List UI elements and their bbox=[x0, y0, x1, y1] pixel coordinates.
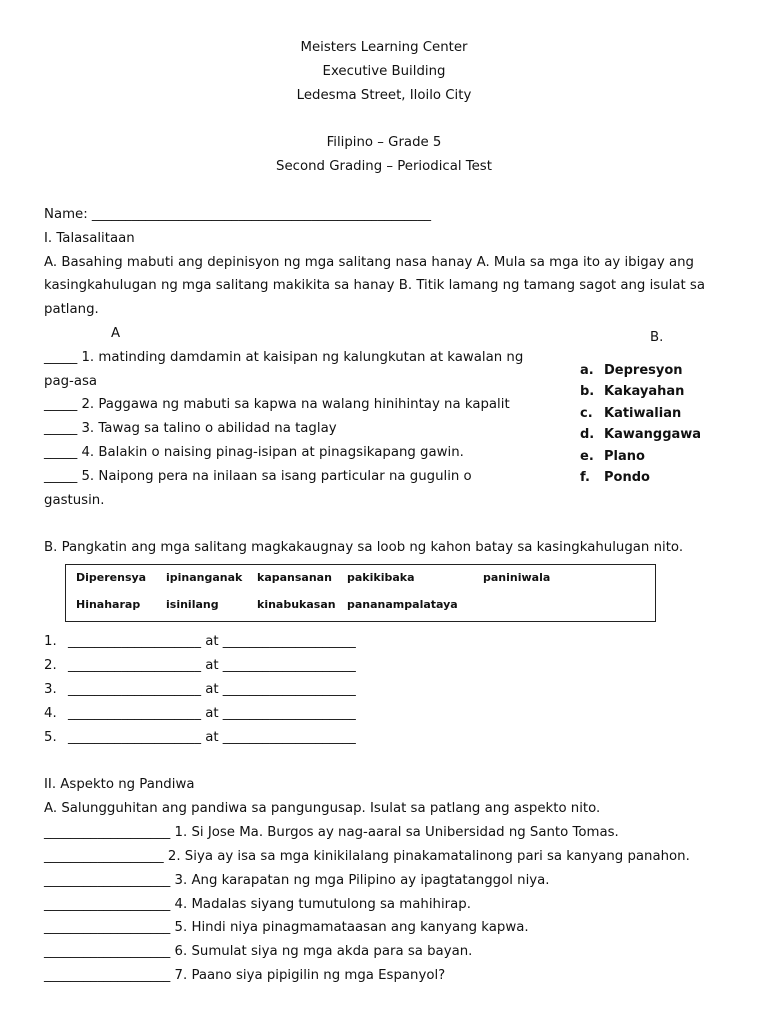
box-word: Hinaharap bbox=[76, 598, 141, 611]
pair-row-1[interactable] bbox=[44, 634, 356, 649]
section-1b-instructions: B. Pangkatin ang mga salitang magkakaugnay sa loob ng kahon batay sa kasingkahulugan nito. bbox=[44, 540, 684, 555]
box-word: kinabukasan bbox=[257, 598, 336, 611]
choice-word: Katiwalian bbox=[604, 405, 682, 421]
choice-word: Plano bbox=[604, 448, 645, 464]
item-5: _____ 5. Naipong pera na inilaan sa isang particular na gugulin o bbox=[44, 469, 472, 484]
section-1a-instructions-line3: patlang. bbox=[44, 302, 99, 317]
building-name: Executive Building bbox=[322, 64, 446, 79]
item-1-cont: pag-asa bbox=[44, 374, 98, 389]
choice-word: Kawanggawa bbox=[604, 427, 702, 443]
section-1a-instructions-line1: A. Basahing mabuti ang depinisyon ng mga salitang nasa hanay A. Mula sa mga ito ay ibigay ang bbox=[44, 255, 694, 270]
box-word: isinilang bbox=[166, 598, 219, 611]
pair-number: 2. bbox=[44, 658, 57, 673]
pair-row-5[interactable] bbox=[44, 730, 356, 745]
pair-number: 3. bbox=[44, 682, 57, 697]
choice-word: Kakayahan bbox=[604, 384, 685, 400]
box-word: paniniwala bbox=[483, 571, 551, 584]
box-word: pakikibaka bbox=[347, 571, 415, 584]
choice-word: Depresyon bbox=[604, 363, 683, 378]
pair-blanks[interactable]: ____________________ at ____________________ bbox=[68, 634, 356, 649]
choices-list bbox=[580, 360, 740, 488]
section-1-title: I. Talasalitaan bbox=[44, 231, 135, 246]
pair-row-3[interactable] bbox=[44, 682, 356, 697]
choice-letter: d. bbox=[580, 427, 595, 443]
column-a-header: A bbox=[111, 326, 121, 341]
box-word: kapansanan bbox=[257, 571, 332, 584]
pair-blanks[interactable]: ____________________ at ____________________ bbox=[68, 682, 356, 697]
choice-b bbox=[580, 381, 740, 402]
school-name: Meisters Learning Center bbox=[300, 40, 468, 55]
pair-blanks[interactable]: ____________________ at ____________________ bbox=[68, 706, 356, 721]
choice-word: Pondo bbox=[604, 469, 650, 485]
choice-a bbox=[580, 360, 740, 381]
pair-blanks[interactable]: ____________________ at ____________________ bbox=[68, 658, 356, 673]
choice-letter: c. bbox=[580, 405, 593, 421]
word-box bbox=[65, 564, 656, 622]
item-1: _____ 1. matinding damdamin at kaisipan ng kalungkutan at kawalan ng bbox=[44, 350, 524, 365]
choice-letter: a. bbox=[580, 363, 594, 378]
item-2: _____ 2. Paggawa ng mabuti sa kapwa na walang hinihintay na kapalit bbox=[44, 397, 510, 412]
pair-row-4[interactable] bbox=[44, 706, 356, 721]
item-5-cont: gastusin. bbox=[44, 493, 105, 508]
verb-item-7[interactable]: ___________________ 7. Paano siya pipigilin ng mga Espanyol? bbox=[44, 968, 446, 983]
choice-letter: b. bbox=[580, 384, 595, 400]
subject-title: Filipino – Grade 5 bbox=[326, 135, 442, 150]
section-2a-instructions: A. Salungguhitan ang pandiwa sa pangungusap. Isulat sa patlang ang aspekto nito. bbox=[44, 801, 601, 816]
box-word: Diperensya bbox=[76, 571, 147, 584]
section-1a-instructions-line2: kasingkahulugan ng mga salitang makikita sa hanay B. Titik lamang ng tamang sagot ang isulat sa bbox=[44, 278, 706, 293]
verb-item-3[interactable]: ___________________ 3. Ang karapatan ng mga Pilipino ay ipagtatanggol niya. bbox=[44, 873, 550, 888]
choice-d bbox=[580, 424, 740, 445]
box-word: ipinanganak bbox=[166, 571, 243, 584]
choice-f bbox=[580, 467, 740, 488]
pair-number: 4. bbox=[44, 706, 57, 721]
verb-item-6[interactable]: ___________________ 6. Sumulat siya ng mga akda para sa bayan. bbox=[44, 944, 473, 959]
verb-item-1[interactable]: ___________________ 1. Si Jose Ma. Burgos ay nag-aaral sa Unibersidad ng Santo Tomas. bbox=[44, 825, 619, 840]
section-2-title: II. Aspekto ng Pandiwa bbox=[44, 777, 195, 792]
choice-letter: f. bbox=[580, 469, 590, 485]
pair-number: 1. bbox=[44, 634, 57, 649]
item-3: _____ 3. Tawag sa talino o abilidad na taglay bbox=[44, 421, 337, 436]
column-b-header: B. bbox=[650, 330, 664, 345]
choice-e bbox=[580, 446, 740, 467]
item-4: _____ 4. Balakin o naising pinag-isipan at pinagsikapang gawin. bbox=[44, 445, 464, 460]
pair-row-2[interactable] bbox=[44, 658, 356, 673]
choice-letter: e. bbox=[580, 448, 594, 464]
name-field[interactable]: Name: ___________________________________________________ bbox=[44, 207, 432, 222]
choice-c bbox=[580, 403, 740, 424]
address: Ledesma Street, Iloilo City bbox=[296, 88, 472, 103]
pair-number: 5. bbox=[44, 730, 57, 745]
verb-item-4[interactable]: ___________________ 4. Madalas siyang tumutulong sa mahihirap. bbox=[44, 897, 471, 912]
box-word: pananampalataya bbox=[347, 598, 458, 611]
verb-item-2[interactable]: __________________ 2. Siya ay isa sa mga kinikilalang pinakamatalinong pari sa kanyang panahon. bbox=[44, 849, 690, 864]
verb-item-5[interactable]: ___________________ 5. Hindi niya pinagmamataasan ang kanyang kapwa. bbox=[44, 920, 529, 935]
exam-title: Second Grading – Periodical Test bbox=[276, 159, 492, 174]
pair-blanks[interactable]: ____________________ at ____________________ bbox=[68, 730, 356, 745]
